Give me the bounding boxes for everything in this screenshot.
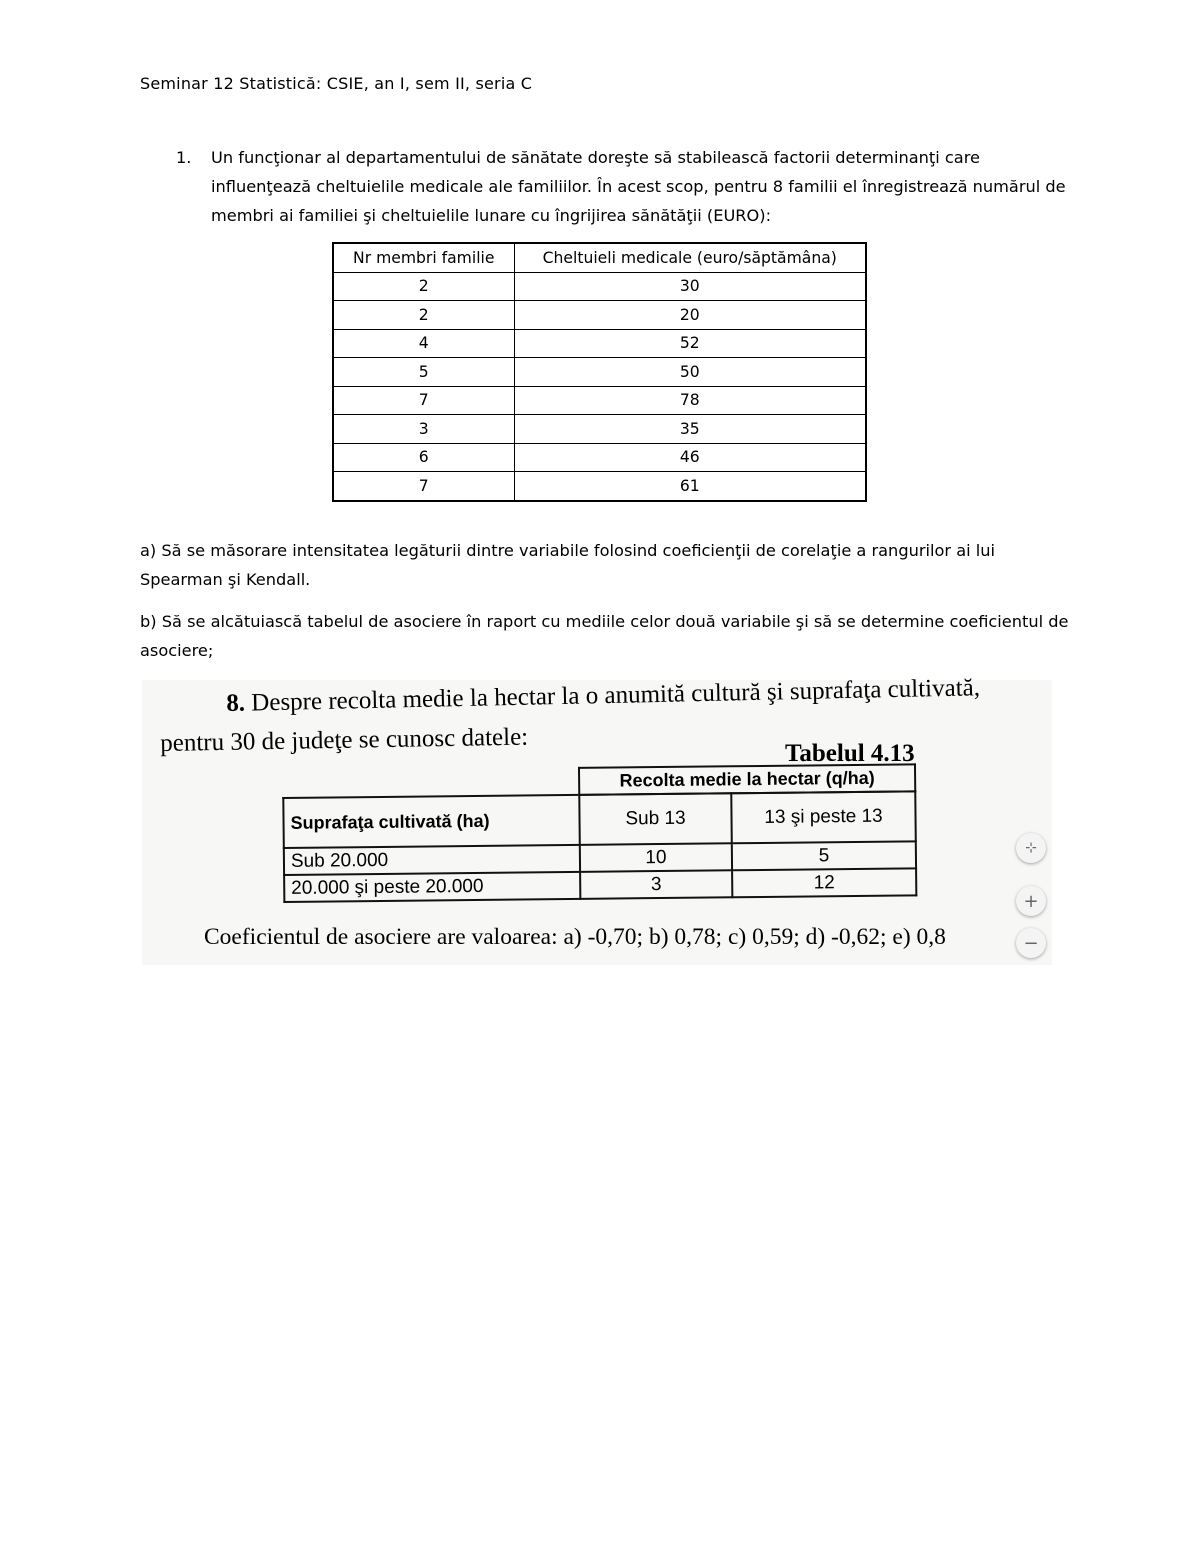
cell-members: 7 [333, 472, 514, 501]
scanned-excerpt [142, 674, 1052, 965]
cell-members: 7 [333, 386, 514, 415]
cell-expenses: 52 [514, 329, 866, 358]
problem-number: 1. [176, 148, 192, 167]
cell-members: 6 [333, 443, 514, 472]
table-row [333, 415, 866, 444]
col-header-expenses: Cheltuieli medicale (euro/săptămâna) [514, 243, 866, 272]
excerpt-line-2: pentru 30 de judeţe se cunosc datele: [160, 723, 529, 757]
family-expenses-table [332, 242, 867, 502]
question-b: b) Să se alcătuiască tabelul de asociere în raport cu mediile celor două variabile şi să se determine coeficientul de asociere; [140, 612, 1069, 660]
cell-value: 12 [732, 868, 916, 897]
problem-text: Un funcţionar al departamentului de sănătate doreşte să stabilească factorii determinanţi care influenţează cheltuielile medicale ale familiilor. În acest scop, pentru 8 familii el înregistrează numărul de membri ai familiei şi cheltuielile lunare cu îngrijirea sănătăţii (EURO): [211, 148, 1066, 225]
cell-members: 3 [333, 415, 514, 444]
cell-expenses: 61 [514, 472, 866, 501]
cell-expenses: 20 [514, 301, 866, 330]
cell-expenses: 50 [514, 358, 866, 387]
row-header: Suprafaţa cultivată (ha) [283, 795, 580, 848]
table-row [333, 443, 866, 472]
table-row [333, 329, 866, 358]
row-label: 20.000 şi peste 20.000 [284, 872, 580, 902]
table-row [333, 301, 866, 330]
fit-icon: ⊹ [1025, 840, 1037, 856]
association-table [282, 763, 917, 903]
zoom-out-button[interactable] [1016, 928, 1046, 958]
question-a: a) Să se măsorare intensitatea legăturii dintre variabile folosind coeficienţii de corelaţie a rangurilor ai lui Spearman şi Kendall. [140, 541, 996, 589]
table-row [333, 272, 866, 301]
problem-1 [176, 143, 1076, 230]
cell-expenses: 78 [514, 386, 866, 415]
page-header: Seminar 12 Statistică: CSIE, an I, sem II, seria C [140, 74, 533, 93]
table-caption: Tabelul 4.13 [785, 740, 915, 767]
excerpt-number: 8. [226, 689, 246, 717]
table-row [333, 386, 866, 415]
col-header-members: Nr membri familie [333, 243, 514, 272]
table-row [284, 868, 916, 902]
cell-expenses: 46 [514, 443, 866, 472]
cell-value: 5 [732, 841, 916, 870]
col-header-sub13: Sub 13 [579, 793, 732, 845]
minus-icon: − [1023, 932, 1039, 954]
fit-page-button[interactable] [1016, 833, 1046, 863]
row-label: Sub 20.000 [284, 845, 580, 875]
excerpt-line-1-text: Despre recolta medie la hectar la o anumită cultură şi suprafaţa cultivată, [244, 674, 981, 717]
plus-icon: + [1023, 890, 1039, 912]
excerpt-line-1 [226, 674, 980, 718]
cell-members: 2 [333, 272, 514, 301]
zoom-in-button[interactable] [1016, 886, 1046, 916]
cell-value: 10 [580, 843, 732, 872]
cell-expenses: 30 [514, 272, 866, 301]
table-header-row [333, 243, 866, 272]
cell-members: 5 [333, 358, 514, 387]
cell-expenses: 35 [514, 415, 866, 444]
table-row [333, 472, 866, 501]
col-group-header: Recolta medie la hectar (q/ha) [579, 764, 915, 795]
cell-value: 3 [580, 870, 732, 899]
cell-members: 4 [333, 329, 514, 358]
table-row [333, 358, 866, 387]
col-header-13plus: 13 şi peste 13 [731, 791, 916, 843]
excerpt-question: Coeficientul de asociere are valoarea: a) -0,70; b) 0,78; c) 0,59; d) -0,62; e) 0,8 [204, 924, 946, 950]
cell-members: 2 [333, 301, 514, 330]
